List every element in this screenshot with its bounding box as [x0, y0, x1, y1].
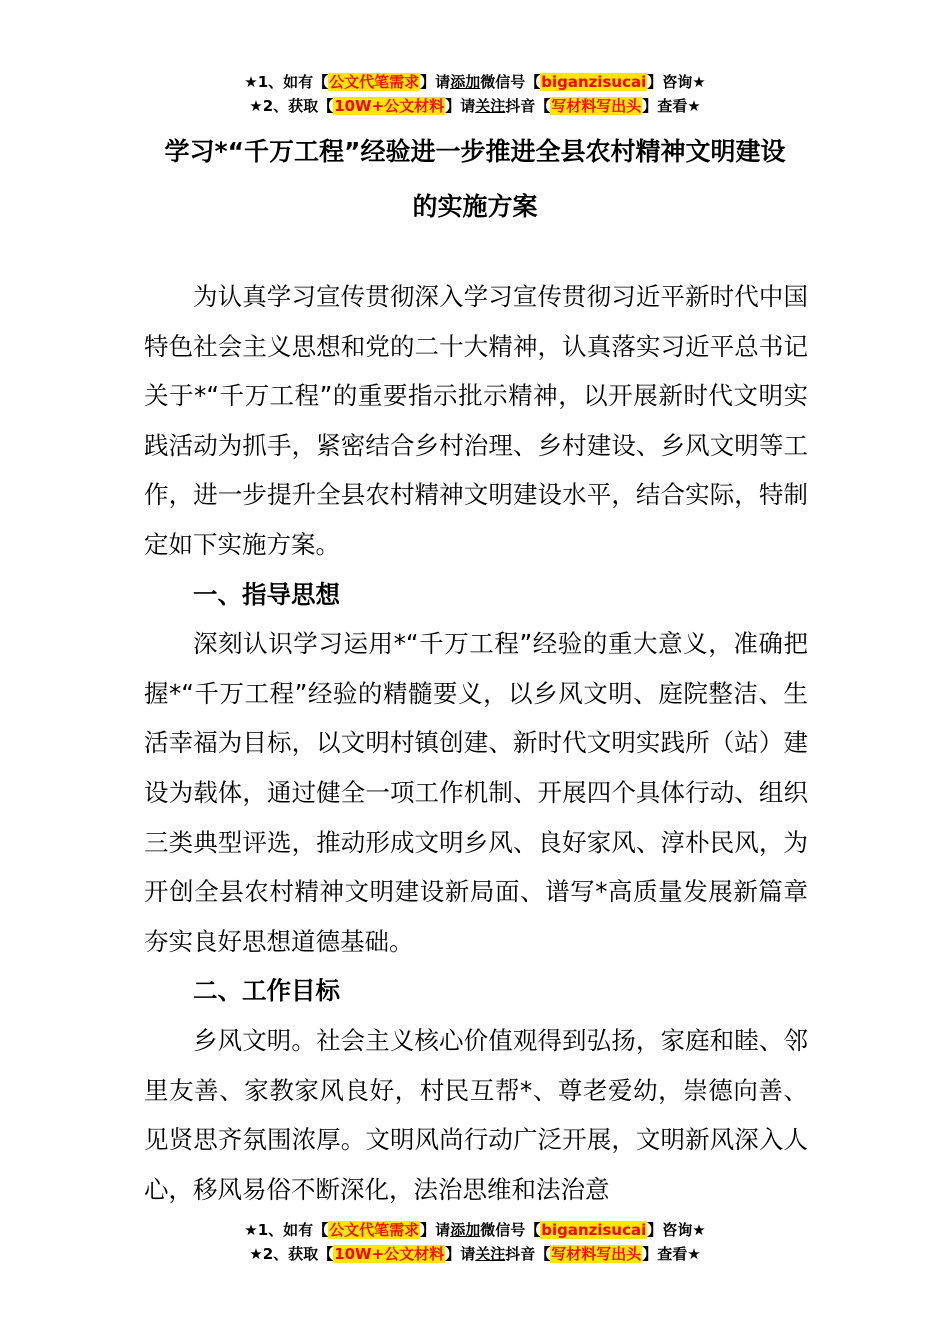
promo-highlight: biganzisucai — [541, 1221, 647, 1239]
promo-line-2 — [0, 1242, 950, 1266]
document-title — [120, 124, 830, 234]
promo-text: ★1、如有【 — [244, 1221, 329, 1239]
promo-highlight: 公文代笔需求 — [329, 1221, 420, 1239]
promo-highlight: biganzisucai — [541, 73, 647, 91]
promo-text: 】请 — [420, 1221, 451, 1239]
promo-banner-top — [0, 70, 950, 118]
promo-text: 】咨询★ — [647, 73, 706, 91]
section-heading-guiding-ideology: 一、指导思想 — [193, 579, 340, 609]
promo-text: 抖音【 — [505, 97, 551, 115]
promo-text: 】查看★ — [642, 97, 701, 115]
promo-text: 】请 — [420, 73, 451, 91]
title-line-1: 学习*“千万工程”经验进一步推进全县农村精神文明建设 — [164, 137, 786, 166]
promo-text: 】查看★ — [642, 1245, 701, 1263]
title-line-2: 的实施方案 — [412, 192, 538, 221]
promo-underline: 添加 — [450, 73, 481, 91]
promo-underline: 关注 — [475, 97, 506, 115]
promo-underline: 关注 — [475, 1245, 506, 1263]
promo-text: ★1、如有【 — [244, 73, 329, 91]
promo-text: ★2、获取【 — [249, 97, 334, 115]
document-body — [144, 272, 808, 1214]
promo-highlight: 公文代笔需求 — [329, 73, 420, 91]
promo-highlight: 写材料写出头 — [551, 97, 642, 115]
intro-paragraph: 为认真学习宣传贯彻深入学习宣传贯彻习近平新时代中国特色社会主义思想和党的二十大精神，认真落实习近平总书记关于*“千万工程”的重要指示批示精神，以开展新时代文明实践活动为抓手，紧密结合乡村治理、乡村建设、乡风文明等工作，进一步提升全县农村精神文明建设水平，结合实际，特制定如下实施方案。 — [144, 282, 808, 559]
promo-line-1 — [0, 1218, 950, 1242]
promo-banner-bottom — [0, 1218, 950, 1266]
promo-text: 微信号【 — [480, 1221, 541, 1239]
promo-text: 抖音【 — [505, 1245, 551, 1263]
section-paragraph-work-goals: 乡风文明。社会主义核心价值观得到弘扬，家庭和睦、邻里友善、家教家风良好，村民互帮*、尊老爱幼，崇德向善、见贤思齐氛围浓厚。文明风尚行动广泛开展，文明新风深入人心，移风易俗不断深化，法治思维和法治意 — [144, 1025, 808, 1204]
promo-text: ★2、获取【 — [249, 1245, 334, 1263]
promo-text: 】请 — [445, 97, 476, 115]
section-paragraph-guiding-ideology: 深刻认识学习运用*“千万工程”经验的重大意义，准确把握*“千万工程”经验的精髓要义，以乡风文明、庭院整洁、生活幸福为目标，以文明村镇创建、新时代文明实践所（站）建设为载体，通过健全一项工作机制、开展四个具体行动、组织三类典型评选，推动形成文明乡风、良好家风、淳朴民风，为开创全县农村精神文明建设新局面、谱写*高质量发展新篇章夯实良好思想道德基础。 — [144, 629, 808, 956]
promo-highlight: 10W+公文材料 — [334, 1245, 445, 1263]
promo-highlight: 10W+公文材料 — [334, 97, 445, 115]
promo-text: 微信号【 — [480, 73, 541, 91]
promo-line-1 — [0, 70, 950, 94]
promo-underline: 添加 — [450, 1221, 481, 1239]
promo-text: 】咨询★ — [647, 1221, 706, 1239]
promo-text: 】请 — [445, 1245, 476, 1263]
promo-highlight: 写材料写出头 — [551, 1245, 642, 1263]
section-heading-work-goals: 二、工作目标 — [193, 976, 340, 1006]
promo-line-2 — [0, 94, 950, 118]
